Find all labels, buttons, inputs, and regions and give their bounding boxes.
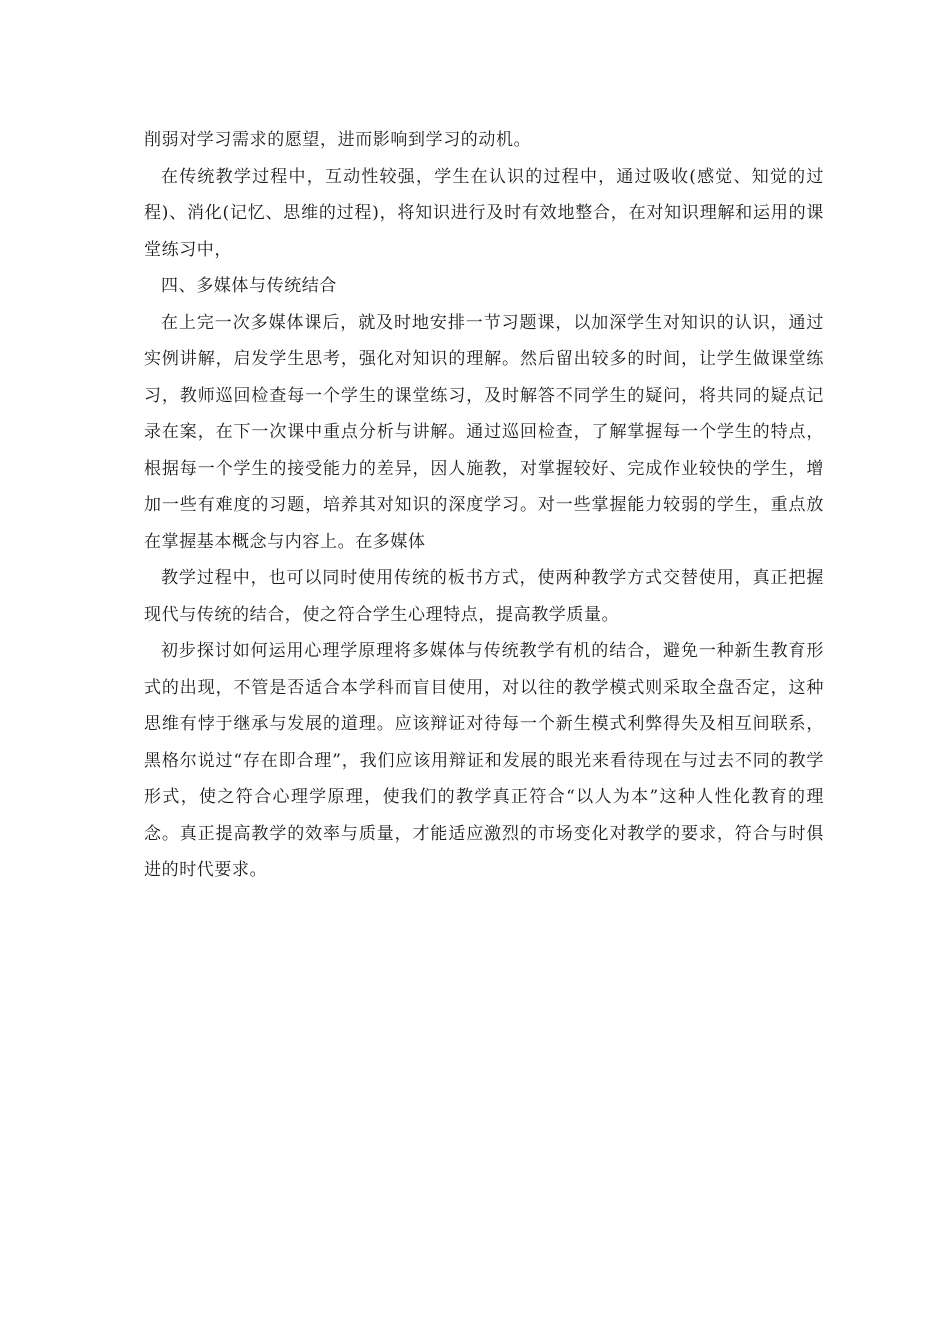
section-heading: 四、多媒体与传统结合 [161, 276, 337, 296]
paragraph-3: 在上完一次多媒体课后，就及时地安排一节习题课，以加深学生对知识的认识，通过实例讲解，启发学生思考，强化对知识的理解。然后留出较多的时间，让学生做课堂练习，教师巡回检查每一个学生的课堂练习，及时解答不同学生的疑问，将共同的疑点记录在案，在下一次课中重点分析与讲解。通过巡回检查，了解掌握每一个学生的特点，根据每一个学生的接受能力的差异，因人施教，对掌握较好、完成作业较快的学生，增加一些有难度的习题，培养其对知识的深度学习。对一些掌握能力较弱的学生，重点放在掌握基本概念与内容上。在多媒体 [144, 312, 824, 552]
paragraph-5: 初步探讨如何运用心理学原理将多媒体与传统教学有机的结合，避免一种新生教育形式的出现，不管是否适合本学科而盲目使用，对以往的教学模式则采取全盘否定，这种思维有悖于继承与发展的道理。应该辩证对待每一个新生模式利弊得失及相互间联系，黑格尔说过“存在即合理”，我们应该用辩证和发展的眼光来看待现在与过去不同的教学形式，使之符合心理学原理，使我们的教学真正符合“以人为本”这种人性化教育的理念。真正提高教学的效率与质量，才能适应激烈的市场变化对教学的要求，符合与时俱进的时代要求。 [144, 641, 824, 880]
paragraph-2: 在传统教学过程中，互动性较强，学生在认识的过程中，通过吸收(感觉、知觉的过程)、消化(记忆、思维的过程)，将知识进行及时有效地整合，在对知识理解和运用的课堂练习中， [144, 166, 824, 260]
document-body [144, 122, 824, 889]
paragraph-4: 教学过程中，也可以同时使用传统的板书方式，使两种教学方式交替使用，真正把握现代与传统的结合，使之符合学生心理特点，提高教学质量。 [144, 568, 824, 625]
paragraph-1: 削弱对学习需求的愿望，进而影响到学习的动机。 [144, 130, 532, 150]
